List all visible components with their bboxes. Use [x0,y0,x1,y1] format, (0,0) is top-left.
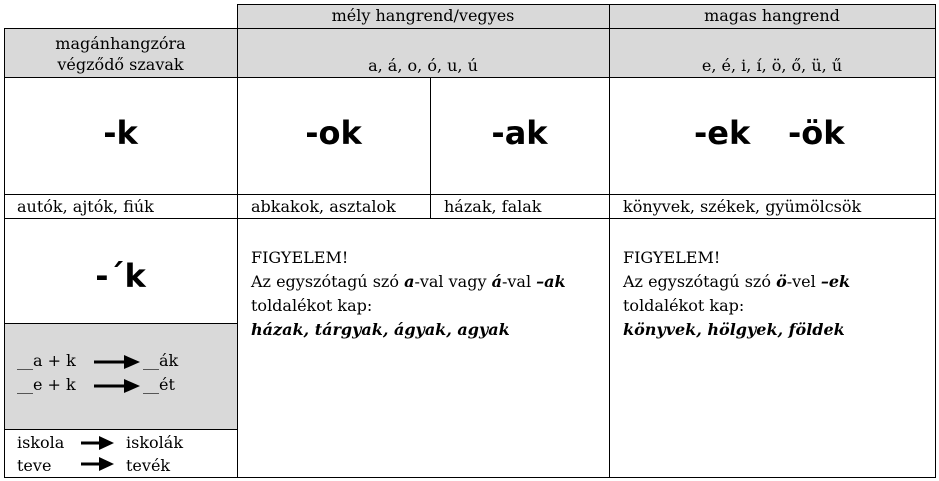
table-border-right [935,4,936,478]
note-title: FIGYELEM! [251,248,349,267]
header-vowel-ending-line1: magánhangzóra [55,34,186,53]
header-vowel-ending-line2: végződő szavak [57,55,184,74]
deep-vowels-list: a, á, o, ó, u, ú [368,56,478,75]
rule-example-from: iskola [17,433,65,452]
examples-ak: házak, falak [444,197,542,216]
suffix-k: -k [103,114,138,152]
note-front [623,246,850,342]
note-deep [251,246,566,342]
table-line-h2 [4,77,936,78]
header-deep-harmony: mély hangrend/vegyes [331,6,515,25]
examples-ok: abkakok, asztalok [251,197,396,216]
suffix-ok: -ok [305,114,362,152]
front-vowels-list: e, é, i, í, ö, ő, ü, ű [701,56,843,75]
rule-example-from: teve [17,456,52,475]
rule-example-row [17,433,232,455]
rule-row [17,375,232,399]
note-rule-line-cont: toldalékot kap: [623,296,745,315]
arrow-right-icon [81,456,115,472]
rule-to: __ét [143,375,175,394]
table-line-h6 [4,429,237,430]
note-examples: házak, tárgyak, ágyak, agyak [251,320,510,339]
table-line-v1 [237,4,238,478]
suffix-ek: -ek [694,114,751,152]
rule-example-to: iskolák [126,433,184,452]
examples-ek: könyvek, székek, gyümölcsök [623,197,862,216]
arrow-right-icon [94,378,142,394]
note-examples: könyvek, hölgyek, földek [623,320,845,339]
table-line-h1 [4,28,936,29]
suffix-ok-front: -ök [788,114,845,152]
rule-to: __ák [143,351,179,370]
table-line-h3 [4,194,936,195]
note-rule-line: Az egyszótagú szó ö-vel –ek [623,272,851,291]
table-line-h4 [4,218,936,219]
note-rule-line: Az egyszótagú szó a-val vagy á-val –ak [251,272,566,291]
table-line-h5 [4,323,237,324]
examples-k: autók, ajtók, fiúk [17,197,154,216]
table-border-left [4,28,5,478]
suffix-ak: -ak [491,114,548,152]
table-line-v3 [609,4,610,478]
arrow-right-icon [94,354,142,370]
note-title: FIGYELEM! [623,248,721,267]
header-front-harmony: magas hangrend [704,6,840,25]
rule-from: __a + k [17,351,76,370]
table-border-top [237,4,936,5]
suffix-acute-k: -´k [95,257,146,295]
note-rule-line-cont: toldalékot kap: [251,296,373,315]
arrow-right-icon [81,435,115,451]
rule-example-to: tevék [126,456,171,475]
rule-row [17,351,232,375]
header-vowel-ending [4,33,237,75]
rule-from: __e + k [17,375,76,394]
rule-example-row [17,456,232,478]
